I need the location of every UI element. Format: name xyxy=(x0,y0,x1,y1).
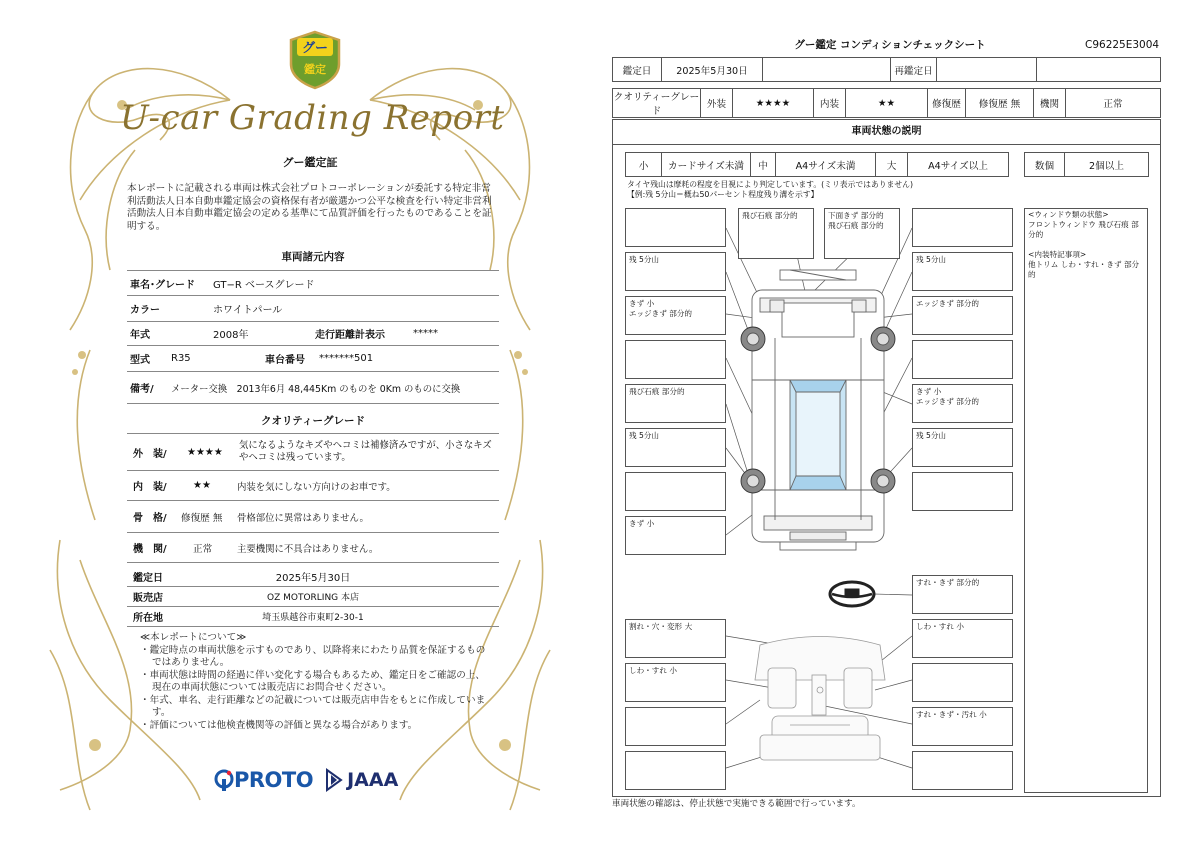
tire-note-line-1: タイヤ残山は摩耗の程度を目視により判定しています。(ミリ表示ではありません) xyxy=(627,180,913,189)
svg-text:グー: グー xyxy=(301,41,329,56)
info-row-date xyxy=(127,566,499,587)
frame-description: 骨格部位に異常はありません。 xyxy=(237,512,369,524)
condition-box-left: 残 5分山 xyxy=(625,428,726,467)
certificate-subtitle: グー鑑定証 xyxy=(282,156,338,169)
spec-row-remarks xyxy=(127,372,499,404)
condition-box-right: エッジきず 部分的 xyxy=(912,296,1013,335)
condition-box-left: しわ・すれ 小 xyxy=(625,663,726,702)
chassis-value: *******501 xyxy=(319,353,374,364)
year-value: 2008年 xyxy=(213,330,249,341)
size-large: 大 xyxy=(876,153,908,177)
frame-label: 骨 格/ xyxy=(133,513,167,524)
shop-value: OZ MOTORLING 本店 xyxy=(266,593,360,603)
spec-row-year xyxy=(127,322,499,346)
condition-box-right xyxy=(912,751,1013,790)
condition-box-right: 残 5分山 xyxy=(912,252,1013,291)
condition-box-right xyxy=(912,340,1013,379)
size-mid-desc: A4サイズ未満 xyxy=(776,153,876,177)
info-row-shop xyxy=(127,587,499,607)
exterior-stars: ★★★★ xyxy=(187,446,223,458)
report-title: U-car Grading Report xyxy=(120,98,505,138)
specs-title: 車両諸元内容 xyxy=(281,251,345,263)
engine-value: 正常 xyxy=(193,543,213,555)
engine-label: 機 関/ xyxy=(133,544,167,555)
exterior-value: ★★★★ xyxy=(733,89,814,118)
condition-box-right: しわ・すれ 小 xyxy=(912,619,1013,658)
size-large-desc: A4サイズ以上 xyxy=(908,153,1009,177)
proto-mark-icon xyxy=(214,769,234,791)
model-value: R35 xyxy=(171,353,191,364)
condition-box-left xyxy=(625,340,726,379)
remarks-value: メーター交換 2013年6月 48,445Km のものを 0Km のものに交換 xyxy=(171,383,461,395)
interior-label: 内 装/ xyxy=(133,482,167,493)
repair-label: 修復歴 xyxy=(928,89,966,118)
condition-box-left: 飛び石痕 部分的 xyxy=(625,384,726,423)
condition-box-right: 残 5分山 xyxy=(912,428,1013,467)
address-value: 埼玉県越谷市東町2-30-1 xyxy=(262,613,364,623)
note-item: ・車両状態は時間の経過に伴い変化する場合もあるため、鑑定日をご確認の上、現在の車両状態については販売店にお問合せください。 xyxy=(140,669,485,693)
interior-description: 内装を気にしない方向けのお車です。 xyxy=(237,481,396,493)
remarks-spacer xyxy=(1028,240,1144,250)
quality-title: クオリティーグレード xyxy=(261,415,365,427)
info-row-address xyxy=(127,607,499,627)
status-title: 車両状態の説明 xyxy=(612,119,1161,145)
certification-statement: 本レポートに記載される車両は株式会社プロトコーポレーションが委託する特定非営利活動法人日本自動車鑑定協会の資格保有者が厳選かつ公平な検査を行い特定非営利活動法人日本自動車鑑定協会の定める基準にて品質評価を行ったものであることを証明する。 xyxy=(127,183,492,232)
mileage-label: 走行距離計表示 xyxy=(315,330,385,341)
interior-remarks-title: <内装特記事項> xyxy=(1028,250,1087,259)
interior-label: 内装 xyxy=(814,89,846,118)
tire-note-line-2: 【例:残 5分山＝概ね50パーセント程度残り溝を示す】 xyxy=(627,189,819,199)
condition-box-right xyxy=(912,472,1013,511)
count-label: 数個 xyxy=(1025,153,1065,177)
exterior-description: 気になるようなキズやヘコミは補修済みですが、小さなキズやヘコミは残っています。 xyxy=(239,440,492,463)
condition-box-left xyxy=(625,472,726,511)
count-value: 2個以上 xyxy=(1065,153,1149,177)
condition-box-right: すれ・きず・汚れ 小 xyxy=(912,707,1013,746)
interior-remarks-value: 他トリム しわ・すれ・きず 部分的 xyxy=(1028,260,1140,279)
tire-note xyxy=(627,180,913,200)
engine-description: 主要機関に不具合はありません。 xyxy=(237,543,379,555)
size-small-desc: カードサイズ未満 xyxy=(662,153,751,177)
notes-title: ≪本レポートについて≫ xyxy=(140,632,247,643)
address-label: 所在地 xyxy=(133,613,163,624)
grade-row-engine xyxy=(127,533,499,563)
condition-box-right xyxy=(912,208,1013,247)
size-mid: 中 xyxy=(751,153,776,177)
shop-label: 販売店 xyxy=(133,593,163,604)
name-value: GT−R ベースグレード xyxy=(213,279,315,291)
date-label: 鑑定日 xyxy=(133,572,163,584)
year-label: 年式 xyxy=(130,330,150,341)
quality-label: クオリティーグレード xyxy=(613,89,701,118)
color-value: ホワイトパール xyxy=(213,305,283,316)
condition-box-left xyxy=(625,208,726,247)
condition-box-right: すれ・きず 部分的 xyxy=(912,575,1013,614)
mileage-value: ***** xyxy=(413,328,438,339)
grade-row-frame xyxy=(127,501,499,533)
date-blank xyxy=(763,58,891,82)
svg-text:鑑定: 鑑定 xyxy=(304,63,326,76)
redate-blank xyxy=(1037,58,1161,82)
color-label: カラー xyxy=(130,305,160,316)
condition-box-left: きず 小 エッジきず 部分的 xyxy=(625,296,726,335)
footer-logos xyxy=(214,768,398,792)
proto-logo xyxy=(214,768,313,792)
engine-value: 正常 xyxy=(1066,89,1161,118)
window-remarks-value: フロントウィンドウ 飛び石痕 部分的 xyxy=(1028,220,1139,239)
condition-box-left: 残 5分山 xyxy=(625,252,726,291)
condition-box-right xyxy=(912,663,1013,702)
sheet-code: C96225E3004 xyxy=(1085,39,1160,51)
condition-box-left xyxy=(625,707,726,746)
condition-box-left xyxy=(625,751,726,790)
sheet-title: グー鑑定 コンディションチェックシート xyxy=(794,39,986,51)
redate-value xyxy=(937,58,1037,82)
exterior-label: 外 装/ xyxy=(133,448,167,460)
report-notes xyxy=(140,632,492,732)
condition-box-right: きず 小 エッジきず 部分的 xyxy=(912,384,1013,423)
sheet-footer-note: 車両状態の確認は、停止状態で実施できる範囲で行っています。 xyxy=(612,799,861,809)
grade-row-exterior xyxy=(127,433,499,471)
window-remarks-title: <ウィンドウ類の状態> xyxy=(1028,210,1109,219)
spec-row-color xyxy=(127,296,499,322)
condition-check-sheet xyxy=(600,0,1200,848)
jaaa-logo-text: JAAA xyxy=(347,769,399,791)
name-label: 車名･グレード xyxy=(130,279,195,291)
size-small: 小 xyxy=(626,153,662,177)
condition-box-top: 下面きず 部分的 飛び石痕 部分的 xyxy=(824,208,900,259)
size-legend-table xyxy=(625,152,1009,177)
exterior-label: 外装 xyxy=(701,89,733,118)
date-value: 2025年5月30日 xyxy=(662,58,763,82)
condition-box-left: 割れ・穴・変形 大 xyxy=(625,619,726,658)
frame-value: 修復歴 無 xyxy=(181,512,223,524)
quality-table xyxy=(612,88,1161,118)
proto-logo-text: PROTO xyxy=(234,768,314,792)
condition-box-top: 飛び石痕 部分的 xyxy=(738,208,814,259)
note-item: ・評価については他検査機関等の評価と異なる場合があります。 xyxy=(140,719,418,731)
special-remarks-box xyxy=(1024,208,1148,793)
date-label: 鑑定日 xyxy=(613,58,662,82)
grade-row-interior xyxy=(127,471,499,501)
count-legend-table xyxy=(1024,152,1149,177)
model-label: 型式 xyxy=(130,355,150,366)
date-table xyxy=(612,57,1161,82)
note-item: ・年式、車名、走行距離などの記載については販売店申告をもとに作成しています。 xyxy=(140,694,486,718)
remarks-label: 備考/ xyxy=(130,384,154,395)
chassis-label: 車台番号 xyxy=(265,355,305,366)
redate-label: 再鑑定日 xyxy=(891,58,937,82)
condition-box-left: きず 小 xyxy=(625,516,726,555)
jaaa-logo xyxy=(325,768,398,792)
interior-stars: ★★ xyxy=(193,480,211,491)
repair-value: 修復歴 無 xyxy=(966,89,1034,118)
jaaa-mark-icon xyxy=(325,768,343,792)
spec-row-model xyxy=(127,346,499,372)
engine-label: 機関 xyxy=(1034,89,1066,118)
note-item: ・鑑定時点の車両状態を示すものであり、以降将来にわたり品質を保証するものではありません。 xyxy=(140,644,486,668)
spec-row-name xyxy=(127,270,499,296)
goo-appraisal-badge-icon xyxy=(287,30,343,90)
date-value: 2025年5月30日 xyxy=(275,572,351,584)
interior-value: ★★ xyxy=(846,89,928,118)
